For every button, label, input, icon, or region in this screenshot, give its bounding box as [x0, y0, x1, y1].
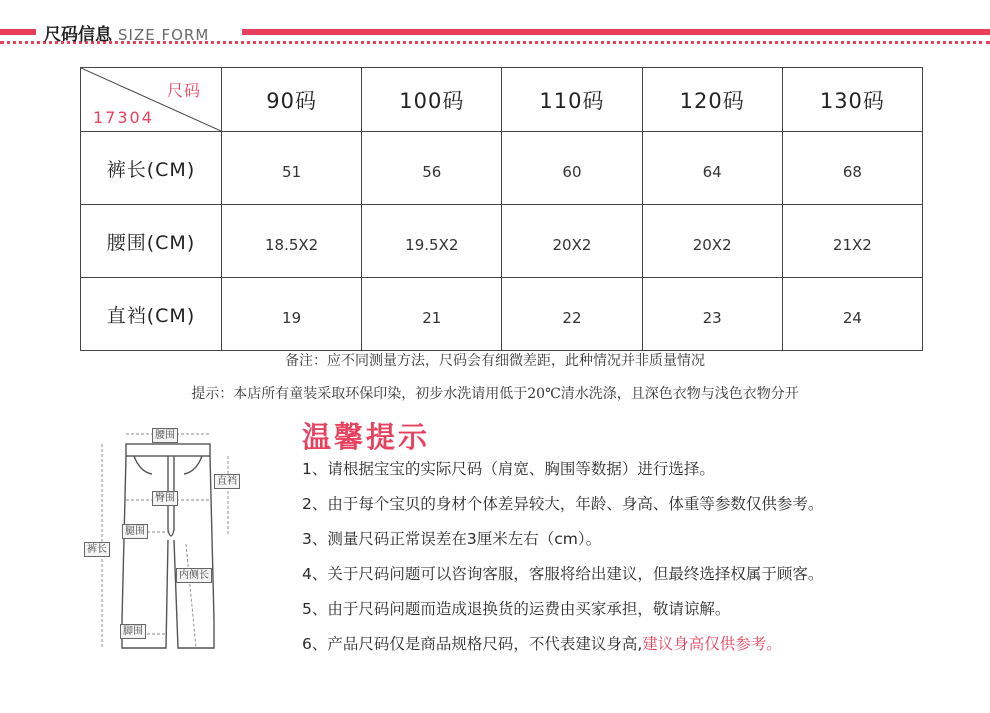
- column-header: 110码: [502, 68, 642, 132]
- table-row: [81, 205, 923, 278]
- section-title-cn: 尺码信息: [44, 25, 112, 45]
- table-cell: 68: [782, 132, 922, 205]
- diagram-label-inseam: 内侧长: [176, 568, 212, 583]
- measurement-note: 备注：应不同测量方法，尺码会有细微差距，此种情况并非质量情况: [285, 353, 705, 369]
- washing-note: 提示：本店所有童装采取环保印染，初步水洗请用低于20℃清水洗涤，且深色衣物与浅色衣物分开: [191, 386, 799, 402]
- table-cell: 18.5X2: [222, 205, 362, 278]
- row-label: 腰围(CM): [81, 205, 222, 278]
- table-cell: 23: [642, 278, 782, 351]
- size-table: [80, 67, 923, 351]
- column-header: 120码: [642, 68, 782, 132]
- table-cell: 64: [642, 132, 782, 205]
- pants-outline-icon: [82, 420, 254, 660]
- table-cell: 20X2: [502, 205, 642, 278]
- tip-item: 4、关于尺码问题可以咨询客服，客服将给出建议，但最终选择权属于顾客。: [302, 565, 824, 583]
- table-cell: 19.5X2: [362, 205, 502, 278]
- table-cell: 21: [362, 278, 502, 351]
- tip-item: 5、由于尺码问题而造成退换货的运费由买家承担，敬请谅解。: [302, 600, 731, 618]
- diagram-label-hem: 脚围: [120, 624, 146, 639]
- table-cell: 22: [502, 278, 642, 351]
- diagram-label-rise: 直裆: [214, 474, 240, 489]
- table-row: [81, 278, 923, 351]
- tips-list: [302, 458, 823, 668]
- table-cell: 21X2: [782, 205, 922, 278]
- table-cell: 19: [222, 278, 362, 351]
- header-bar-left: [0, 29, 36, 35]
- table-cell: 24: [782, 278, 922, 351]
- table-cell: 60: [502, 132, 642, 205]
- table-cell: 20X2: [642, 205, 782, 278]
- tips-title: 温馨提示: [302, 420, 431, 454]
- row-label: 裤长(CM): [81, 132, 222, 205]
- tip-item-highlight: 建议身高仅供参考。: [642, 635, 782, 653]
- diagram-label-hip: 臀围: [152, 491, 178, 506]
- table-header-row: [81, 68, 923, 132]
- tip-item-text: 6、产品尺码仅是商品规格尺码，不代表建议身高,: [302, 635, 643, 653]
- table-row: [81, 132, 923, 205]
- column-header: 130码: [782, 68, 922, 132]
- column-header: 90码: [222, 68, 362, 132]
- diagram-label-thigh: 腿围: [122, 524, 148, 539]
- table-corner-cell: [81, 68, 222, 132]
- pants-measurement-diagram: [82, 420, 254, 660]
- table-cell: 56: [362, 132, 502, 205]
- tip-item: [302, 633, 823, 668]
- table-cell: 51: [222, 132, 362, 205]
- section-header: [44, 20, 209, 44]
- corner-product-code: 17304: [93, 108, 154, 127]
- tip-item: 1、请根据宝宝的实际尺码（肩宽、胸围等数据）进行选择。: [302, 460, 715, 478]
- row-label: 直裆(CM): [81, 278, 222, 351]
- diagram-label-length: 裤长: [84, 542, 110, 557]
- section-title-en: SIZE FORM: [118, 26, 210, 44]
- header-bar-right: [242, 29, 990, 35]
- column-header: 100码: [362, 68, 502, 132]
- diagram-label-waist: 腰围: [152, 428, 178, 443]
- tip-item: 3、测量尺码正常误差在3厘米左右（cm）。: [302, 530, 602, 548]
- corner-size-label: 尺码: [166, 81, 201, 100]
- tip-item: 2、由于每个宝贝的身材个体差异较大，年龄、身高、体重等参数仅供参考。: [302, 495, 824, 513]
